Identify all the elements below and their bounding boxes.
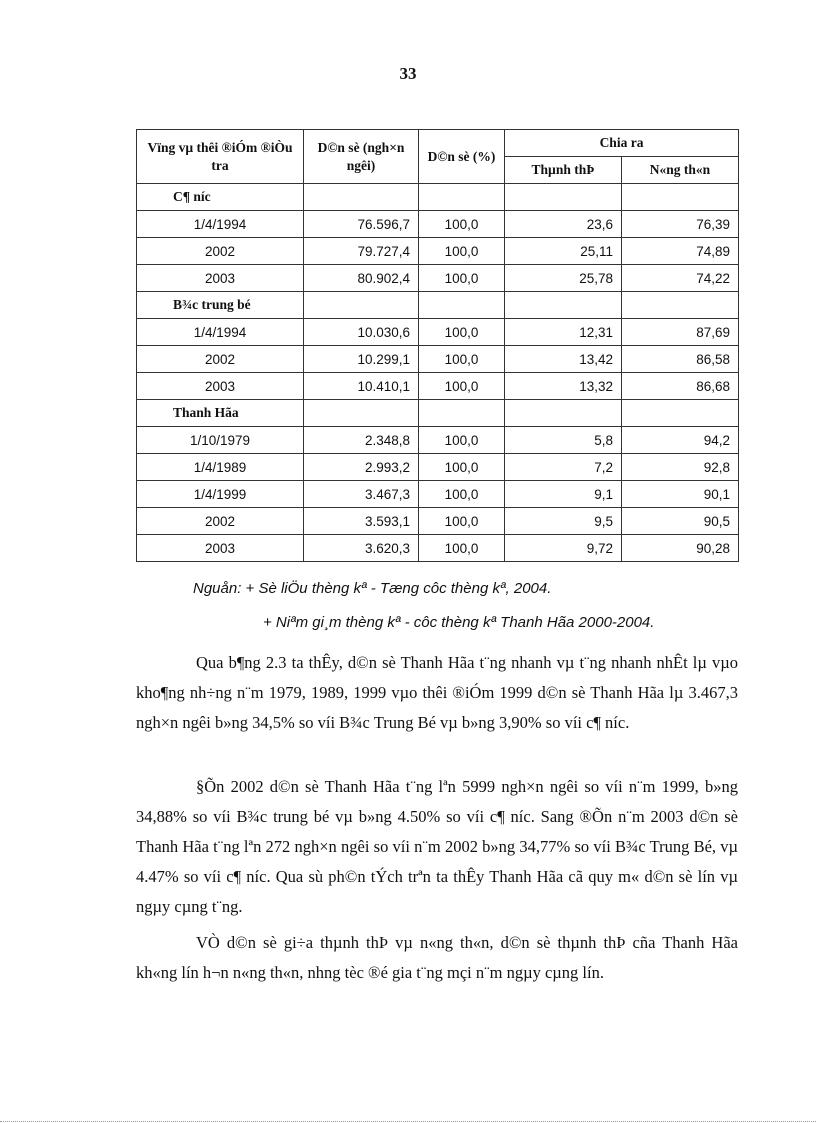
cell-population: 80.902,4 xyxy=(304,265,419,292)
cell-percent: 100,0 xyxy=(419,373,505,400)
table-row xyxy=(137,265,739,292)
page-bottom-border xyxy=(0,1121,816,1122)
cell-urban: 9,72 xyxy=(505,535,622,562)
cell-population: 2.993,2 xyxy=(304,454,419,481)
header-rural: N«ng th«n xyxy=(622,157,739,184)
cell-period: 2003 xyxy=(137,373,304,400)
cell-rural: 74,89 xyxy=(622,238,739,265)
cell-rural: 94,2 xyxy=(622,427,739,454)
cell-rural: 87,69 xyxy=(622,319,739,346)
cell-rural: 90,1 xyxy=(622,481,739,508)
cell-percent: 100,0 xyxy=(419,454,505,481)
source-line-2: + Niªm gi¸m thèng kª - côc thèng kª Thanh Hãa 2000-2004. xyxy=(263,614,655,631)
empty-cell xyxy=(419,292,505,319)
cell-percent: 100,0 xyxy=(419,427,505,454)
cell-population: 79.727,4 xyxy=(304,238,419,265)
cell-urban: 12,31 xyxy=(505,319,622,346)
cell-percent: 100,0 xyxy=(419,238,505,265)
table-row xyxy=(137,346,739,373)
group-name: B¾c trung bé xyxy=(137,292,304,319)
empty-cell xyxy=(505,184,622,211)
cell-urban: 25,78 xyxy=(505,265,622,292)
group-row xyxy=(137,400,739,427)
cell-rural: 90,28 xyxy=(622,535,739,562)
cell-population: 10.030,6 xyxy=(304,319,419,346)
table-body xyxy=(137,184,739,562)
header-split: Chia ra xyxy=(505,130,739,157)
cell-period: 2003 xyxy=(137,265,304,292)
population-table xyxy=(136,129,739,562)
cell-rural: 90,5 xyxy=(622,508,739,535)
cell-period: 1/4/1994 xyxy=(137,319,304,346)
cell-period: 2002 xyxy=(137,346,304,373)
cell-rural: 86,68 xyxy=(622,373,739,400)
cell-period: 1/10/1979 xyxy=(137,427,304,454)
empty-cell xyxy=(419,184,505,211)
group-row xyxy=(137,184,739,211)
cell-rural: 74,22 xyxy=(622,265,739,292)
table-row xyxy=(137,508,739,535)
cell-urban: 13,42 xyxy=(505,346,622,373)
empty-cell xyxy=(505,400,622,427)
cell-urban: 5,8 xyxy=(505,427,622,454)
paragraph-1: Qua b¶ng 2.3 ta thÊy, d©n sè Thanh Hãa t¨ng nhanh vµ t¨ng nhanh nhÊt lµ vµo kho¶ng nh÷ng n¨m 1979, 1989, 1999 vµo thêi ®iÓm 1999 d©n sè Thanh Hãa lµ 3.467,3 ngh×n ngêi b»ng 34,5% so víi B¾c Trung Bé vµ b»ng 3,90% so víi c¶ níc. xyxy=(136,653,738,732)
header-region: Vïng vµ thêi ®iÓm ®iÒu tra xyxy=(137,130,304,184)
cell-percent: 100,0 xyxy=(419,508,505,535)
cell-population: 2.348,8 xyxy=(304,427,419,454)
cell-urban: 13,32 xyxy=(505,373,622,400)
empty-cell xyxy=(622,400,739,427)
empty-cell xyxy=(304,400,419,427)
cell-population: 10.410,1 xyxy=(304,373,419,400)
cell-urban: 23,6 xyxy=(505,211,622,238)
cell-population: 3.593,1 xyxy=(304,508,419,535)
cell-rural: 92,8 xyxy=(622,454,739,481)
table-row xyxy=(137,211,739,238)
table-row xyxy=(137,427,739,454)
paragraph-2: §Õn 2002 d©n sè Thanh Hãa t¨ng lªn 5999 ngh×n ngêi so víi n¨m 1999, b»ng 34,88% so víi B¾c trung bé vµ b»ng 4.50% so víi c¶ níc. Sang ®Õn n¨m 2003 d©n sè Thanh Hãa t¨ng lªn 272 ngh×n ngêi so víi n¨m 2002 b»ng 34,77% so víi B¾c Trung Bé, vµ 4.47% so víi c¶ níc. Qua sù ph©n tÝch trªn ta thÊy Thanh Hãa cã quy m« d©n sè lín vµ ngµy cµng t¨ng. xyxy=(136,777,738,916)
cell-period: 2002 xyxy=(137,508,304,535)
cell-period: 2002 xyxy=(137,238,304,265)
cell-rural: 76,39 xyxy=(622,211,739,238)
empty-cell xyxy=(622,184,739,211)
cell-urban: 9,1 xyxy=(505,481,622,508)
cell-period: 2003 xyxy=(137,535,304,562)
table-row xyxy=(137,238,739,265)
cell-population: 3.620,3 xyxy=(304,535,419,562)
header-urban: Thµnh thÞ xyxy=(505,157,622,184)
cell-urban: 7,2 xyxy=(505,454,622,481)
page-number: 33 xyxy=(399,64,417,83)
table-row xyxy=(137,481,739,508)
cell-period: 1/4/1994 xyxy=(137,211,304,238)
cell-percent: 100,0 xyxy=(419,481,505,508)
group-name: Thanh Hãa xyxy=(137,400,304,427)
cell-population: 76.596,7 xyxy=(304,211,419,238)
cell-percent: 100,0 xyxy=(419,211,505,238)
cell-population: 3.467,3 xyxy=(304,481,419,508)
cell-urban: 25,11 xyxy=(505,238,622,265)
cell-period: 1/4/1999 xyxy=(137,481,304,508)
cell-period: 1/4/1989 xyxy=(137,454,304,481)
cell-population: 10.299,1 xyxy=(304,346,419,373)
group-row xyxy=(137,292,739,319)
header-population: D©n sè (ngh×n ngêi) xyxy=(304,130,419,184)
table-row xyxy=(137,454,739,481)
empty-cell xyxy=(304,184,419,211)
paragraph-3: VÒ d©n sè gi÷a thµnh thÞ vµ n«ng th«n, d©n sè thµnh thÞ cña Thanh Hãa kh«ng lín h¬n n«ng th«n, nhng tèc ®é gia t¨ng mçi n¨m ngµy cµng lín. xyxy=(136,933,738,982)
cell-urban: 9,5 xyxy=(505,508,622,535)
empty-cell xyxy=(622,292,739,319)
source-line-1: Nguån: + Sè liÖu thèng kª - Tæng côc thèng kª, 2004. xyxy=(193,580,552,597)
cell-percent: 100,0 xyxy=(419,319,505,346)
table-row xyxy=(137,535,739,562)
cell-percent: 100,0 xyxy=(419,265,505,292)
empty-cell xyxy=(304,292,419,319)
empty-cell xyxy=(419,400,505,427)
cell-rural: 86,58 xyxy=(622,346,739,373)
header-percent: D©n sè (%) xyxy=(419,130,505,184)
cell-percent: 100,0 xyxy=(419,346,505,373)
empty-cell xyxy=(505,292,622,319)
table-row xyxy=(137,373,739,400)
table-row xyxy=(137,319,739,346)
cell-percent: 100,0 xyxy=(419,535,505,562)
group-name: C¶ níc xyxy=(137,184,304,211)
